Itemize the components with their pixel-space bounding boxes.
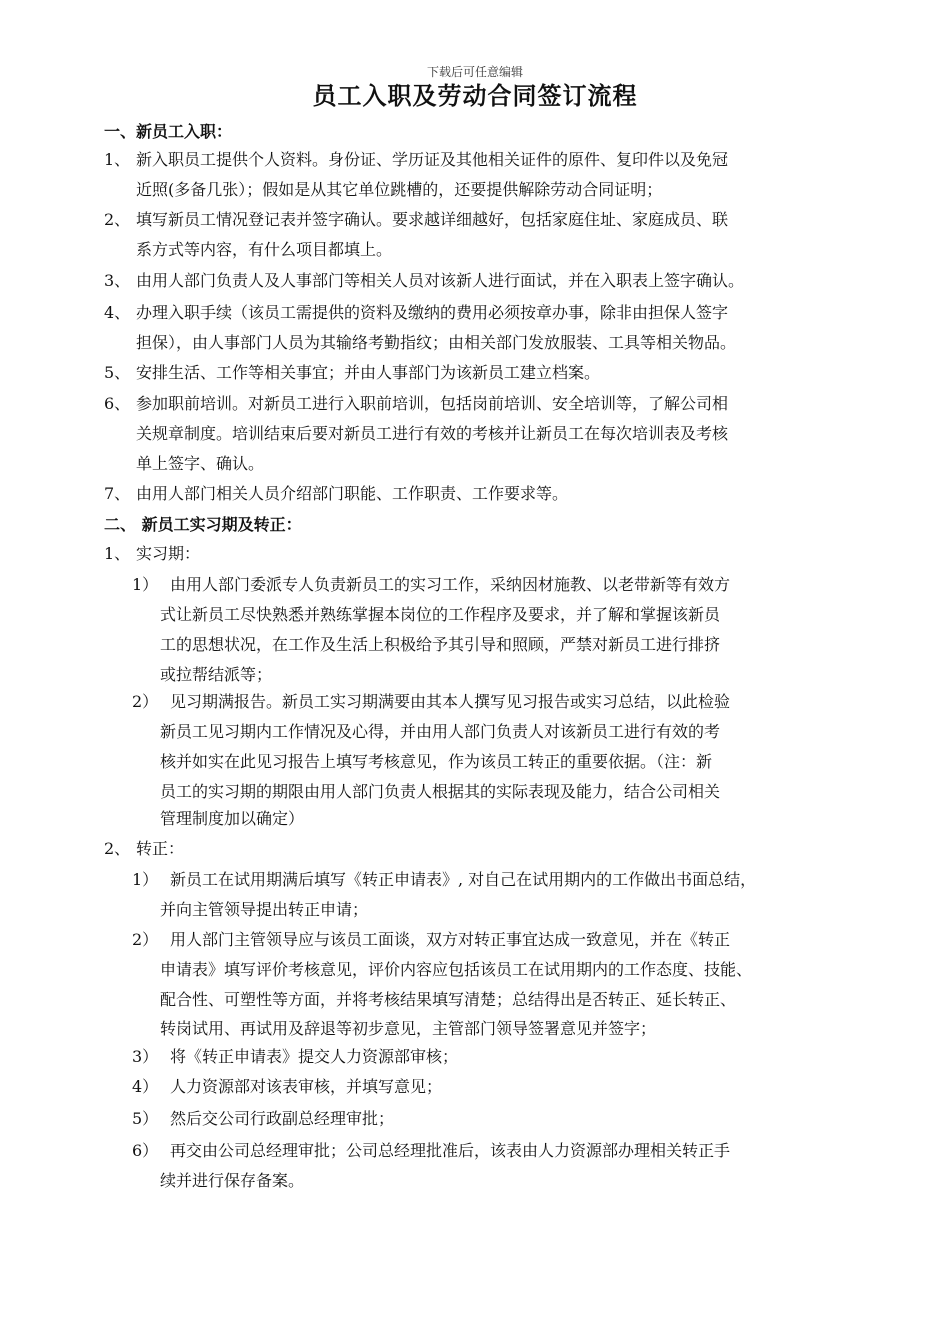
list-item-line: 系方式等内容，有什么项目都填上。 <box>136 240 393 259</box>
list-item-line: 新员工见习期内工作情况及心得，并由用人部门负责人对该新员工进行有效的考 <box>160 722 721 741</box>
list-item-line: 由用人部门委派专人负责新员工的实习工作，采纳因材施教、以老带新等有效方 <box>170 575 731 594</box>
list-item-line: 人力资源部对该表审核，并填写意见； <box>170 1077 443 1096</box>
list-item-line: 申请表》填写评价考核意见，评价内容应包括该员工在试用期内的工作态度、技能、 <box>160 960 753 979</box>
list-item-line: 办理入职手续（该员工需提供的资料及缴纳的费用必须按章办事，除非由担保人签字 <box>136 303 729 322</box>
list-number: 1） <box>132 870 159 889</box>
list-item-line: 近照(多备几张）；假如是从其它单位跳槽的，还要提供解除劳动合同证明； <box>136 180 663 199</box>
list-item-line: 将《转正申请表》提交人力资源部审核； <box>170 1047 459 1066</box>
page-title: 员工入职及劳动合同签订流程 <box>312 82 638 110</box>
watermark: 下载后可任意编辑 <box>426 65 523 79</box>
section-heading-2: 二、 新员工实习期及转正： <box>104 515 302 534</box>
list-item-line: 关规章制度。培训结束后要对新员工进行有效的考核并让新员工在每次培训表及考核 <box>136 424 729 443</box>
list-item-line: 用人部门主管领导应与该员工面谈，双方对转正事宜达成一致意见，并在《转正 <box>170 930 731 949</box>
list-item-line: 安排生活、工作等相关事宜；并由人事部门为该新员工建立档案。 <box>136 363 601 382</box>
list-item-line: 填写新员工情况登记表并签字确认。要求越详细越好，包括家庭住址、家庭成员、联 <box>136 210 729 229</box>
list-number: 3） <box>132 1047 159 1066</box>
sub-label: 实习期： <box>136 544 201 563</box>
section-heading-1: 一、新员工入职： <box>104 122 233 141</box>
list-item-line: 并向主管领导提出转正申请； <box>160 900 369 919</box>
list-item-line: 新入职员工提供个人资料。身份证、学历证及其他相关证件的原件、复印件以及免冠 <box>136 150 729 169</box>
list-item-line: 管理制度加以确定） <box>160 809 305 828</box>
list-number: 4） <box>132 1077 159 1096</box>
list-item-line: 由用人部门相关人员介绍部门职能、工作职责、工作要求等。 <box>136 484 569 503</box>
list-number: 5） <box>132 1109 159 1128</box>
list-item-line: 式让新员工尽快熟悉并熟练掌握本岗位的工作程序及要求，并了解和掌握该新员 <box>160 605 721 624</box>
list-item-line: 转岗试用、再试用及辞退等初步意见，主管部门领导签署意见并签字； <box>160 1019 657 1038</box>
sub-number: 1、 <box>104 544 131 563</box>
list-item-line: 担保），由人事部门人员为其输络考勤指纹；由相关部门发放服装、工具等相关物品。 <box>136 333 737 352</box>
list-item-line: 核并如实在此见习报告上填写考核意见，作为该员工转正的重要依据。（注：新 <box>160 752 713 771</box>
list-item-line: 配合性、可塑性等方面，并将考核结果填写清楚；总结得出是否转正、延长转正、 <box>160 990 737 1009</box>
list-item-line: 单上签字、确认。 <box>136 454 265 473</box>
list-item-line: 再交由公司总经理审批；公司总经理批准后，该表由人力资源部办理相关转正手 <box>170 1141 731 1160</box>
list-number: 2、 <box>104 210 131 229</box>
list-number: 2） <box>132 692 159 711</box>
list-item-line: 见习期满报告。新员工实习期满要由其本人撰写见习报告或实习总结，以此检验 <box>170 692 731 711</box>
list-number: 1） <box>132 575 159 594</box>
list-number: 2） <box>132 930 159 949</box>
list-number: 7、 <box>104 484 131 503</box>
list-item-line: 续并进行保存备案。 <box>160 1171 305 1190</box>
list-item-line: 参加职前培训。对新员工进行入职前培训，包括岗前培训、安全培训等，了解公司相 <box>136 394 729 413</box>
list-number: 5、 <box>104 363 131 382</box>
list-number: 6、 <box>104 394 131 413</box>
sub-label: 转正： <box>136 839 185 858</box>
list-item-line: 由用人部门负责人及人事部门等相关人员对该新人进行面试，并在入职表上签字确认。 <box>136 271 745 290</box>
list-item-line: 然后交公司行政副总经理审批； <box>170 1109 395 1128</box>
list-number: 1、 <box>104 150 131 169</box>
list-number: 3、 <box>104 271 131 290</box>
list-item-line: 或拉帮结派等； <box>160 665 273 684</box>
list-item-line: 员工的实习期的期限由用人部门负责人根据其的实际表现及能力，结合公司相关 <box>160 782 721 801</box>
list-number: 4、 <box>104 303 131 322</box>
sub-number: 2、 <box>104 839 131 858</box>
list-number: 6） <box>132 1141 159 1160</box>
list-item-line: 新员工在试用期满后填写《转正申请表》, 对自己在试用期内的工作做出书面总结， <box>170 870 757 889</box>
list-item-line: 工的思想状况，在工作及生活上积极给予其引导和照顾，严禁对新员工进行排挤 <box>160 635 721 654</box>
